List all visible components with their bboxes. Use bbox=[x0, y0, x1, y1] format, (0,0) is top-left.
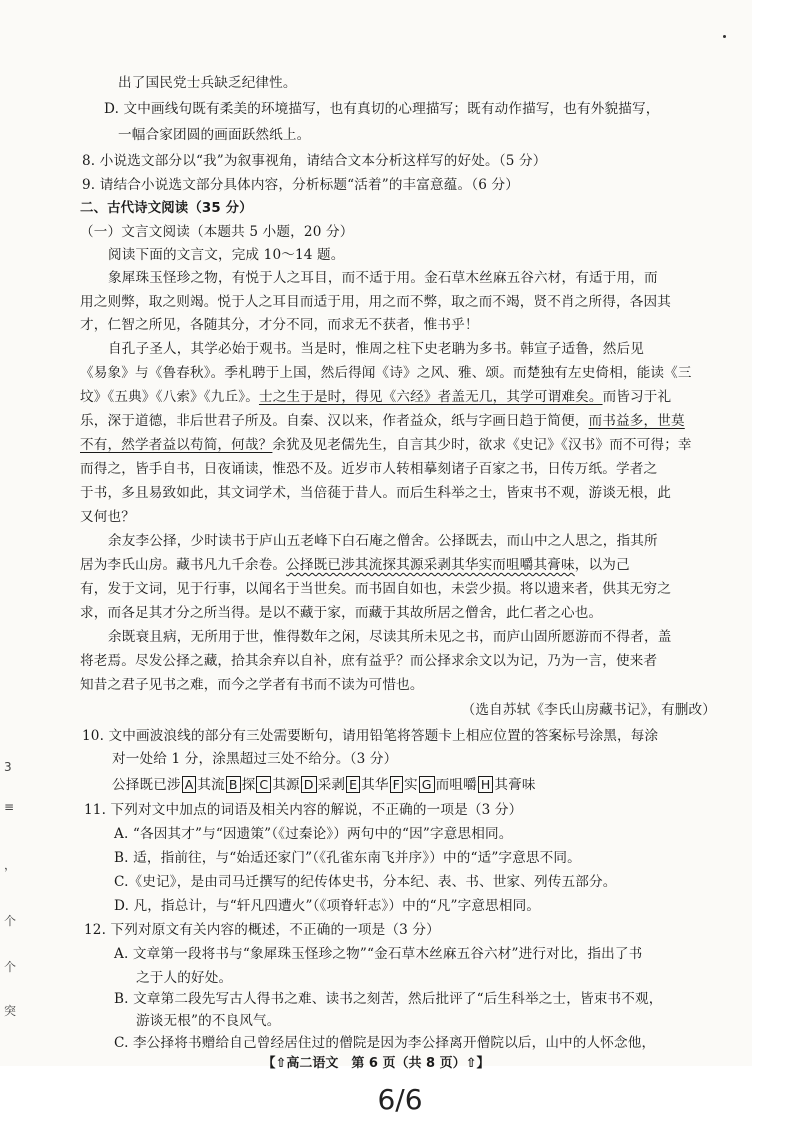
option-text: 而咀嚼 bbox=[435, 777, 477, 793]
question-10: 10. 文中画波浪线的部分有三处需要断句，请用铅笔将答题卡上相应位置的答案标号涂黑，每涂 bbox=[82, 728, 659, 744]
passage-line: 用之则弊，取之则竭。悦于人之耳目而适于用，用之而不弊，取之而不竭，贤不肖之所得，各因其 bbox=[80, 294, 671, 310]
question-12: 12. 下列对原文有关内容的概述，不正确的一项是（3 分） bbox=[84, 922, 440, 938]
question-8: 8. 小说选文部分以“我”为叙事视角，请结合文本分析这样写的好处。（5 分） bbox=[82, 153, 547, 169]
passage-text: 乐，深于道德，非后世君子所及。自秦、汉以来，作者益众，纸与字画日趋于简便， bbox=[80, 413, 589, 429]
margin-mark: 个 bbox=[4, 960, 17, 974]
passage-line: 余既衰且病，无所用于世，惟得数年之闲，尽读其所未见之书，而庐山固所愿游而不得者，盖 bbox=[108, 629, 672, 645]
passage-line: 《易象》与《鲁春秋》。季札聘于上国，然后得闻《诗》之风、雅、颂。而楚独有左史倚相，能读《三 bbox=[80, 365, 692, 381]
option-box-c[interactable]: C bbox=[256, 776, 271, 793]
passage-line: 象犀珠玉怪珍之物，有悦于人之耳目，而不适于用。金石草木丝麻五谷六材，有适于用，而 bbox=[108, 270, 658, 286]
passage-line bbox=[80, 556, 630, 574]
passage-line: 于书，多且易致如此，其文词学术，当倍蓰于昔人。而后生科举之士，皆束书不观，游谈无根，此 bbox=[80, 485, 671, 501]
text-line: 一幅合家团圆的画面跃然纸上。 bbox=[118, 127, 311, 143]
subsection-heading: （一）文言文阅读（本题共 5 小题，20 分） bbox=[80, 224, 354, 240]
passage-text: ，以为己 bbox=[574, 557, 630, 573]
passage-line: 才，仁智之所见，各随其分，才分不同，而求无不获者，惟书乎！ bbox=[80, 317, 479, 333]
page-footer: 【⇧高二语文 第 6 页（共 8 页）⇧】 bbox=[262, 1056, 490, 1071]
option-b: B. 文章第二段先写古人得书之难、读书之刻苦，然后批评了“后生科举之士，皆束书不观， bbox=[114, 991, 663, 1007]
speck bbox=[723, 35, 726, 38]
option-c: C. 李公择将书赠给自己曾经居住过的僧院是因为李公择离开僧院以后，山中的人怀念他， bbox=[114, 1035, 656, 1051]
option-text: 其流 bbox=[197, 777, 225, 793]
option-d: D. 凡，指总计，与“轩凡四遭火”（《项脊轩志》）中的“凡”字意思相同。 bbox=[114, 898, 541, 914]
margin-mark: ≡ bbox=[4, 800, 15, 814]
margin-mark: 3 bbox=[4, 760, 12, 774]
option-a: A. 文章第一段将书与“象犀珠玉怪珍之物”“金石草木丝麻五谷六材”进行对比，指出了书 bbox=[114, 946, 643, 962]
option-box-g[interactable]: G bbox=[419, 776, 435, 793]
passage-text: 坟》《五典》《八索》《九丘》。 bbox=[80, 389, 259, 405]
underlined-sentence: 而书益多，世莫 bbox=[588, 413, 685, 429]
option-box-a[interactable]: A bbox=[182, 776, 197, 793]
option-text: 其华 bbox=[361, 777, 389, 793]
option-text: 公择既已涉 bbox=[112, 777, 181, 793]
question-11: 11. 下列对文中加点的词语及相关内容的解说，不正确的一项是（3 分） bbox=[84, 802, 523, 818]
passage-line bbox=[80, 412, 685, 430]
passage-line: 而得之，皆手自书，日夜诵读，惟恐不及。近岁市人转相摹刻诸子百家之书，日传万纸。学者之 bbox=[80, 461, 658, 477]
margin-mark: 突 bbox=[4, 1004, 17, 1018]
source-citation: （选自苏轼《李氏山房藏书记》，有删改） bbox=[461, 702, 716, 718]
passage-line: 自孔子圣人，其学必始于观书。当是时，惟周之柱下史老聃为多书。韩宣子适鲁，然后见 bbox=[108, 341, 645, 357]
passage-line: 有，发于文词，见于行事，以闻名于当世矣。而书固自如也，未尝少损。将以遗来者，供其无穷之 bbox=[80, 581, 671, 597]
option-a: A. “各因其才”与“因遗策”（《过秦论》）两句中的“因”字意思相同。 bbox=[114, 826, 513, 842]
underlined-sentence: 不有，然学者益以苟简，何哉？ bbox=[80, 437, 273, 453]
margin-mark: ， bbox=[4, 858, 17, 872]
passage-line bbox=[80, 436, 692, 454]
option-text: 采剥 bbox=[317, 777, 346, 793]
question-10-options bbox=[112, 776, 536, 794]
wavy-underlined-sentence: 公择既已涉其流探其源采剥其华实而咀嚼其膏味 bbox=[286, 557, 575, 573]
passage-line: 又何也？ bbox=[80, 509, 135, 525]
option-box-b[interactable]: B bbox=[226, 776, 241, 793]
passage-text: 余犹及见老儒先生，自言其少时，欲求《史记》《汉书》而不可得；幸 bbox=[272, 437, 692, 453]
option-b: B. 适，指前往，与“始适还家门”（《孔雀东南飞并序》）中的“适”字意思不同。 bbox=[114, 850, 581, 866]
passage-line bbox=[80, 388, 671, 406]
option-text: 其膏味 bbox=[494, 777, 536, 793]
option-text: 探 bbox=[241, 777, 256, 793]
margin-mark: 个 bbox=[4, 914, 17, 928]
passage-line: 余友李公择，少时读书于庐山五老峰下白石庵之僧舍。公择既去，而山中之人思之，指其所 bbox=[108, 533, 658, 549]
option-c: C.《史记》，是由司马迁撰写的纪传体史书，分本纪、表、书、世家、列传五部分。 bbox=[114, 874, 617, 890]
text-line: 出了国民党士兵缺乏纪律性。 bbox=[118, 75, 297, 91]
passage-line: 求，而各足其才分之所当得。是以不藏于家，而藏于其故所居之僧舍，此仁者之心也。 bbox=[80, 605, 603, 621]
option-box-h[interactable]: H bbox=[478, 776, 494, 793]
page-number[interactable]: 6/6 bbox=[377, 1083, 423, 1116]
option-box-f[interactable]: F bbox=[390, 776, 403, 793]
instruction: 阅读下面的文言文，完成 10～14 题。 bbox=[108, 247, 345, 263]
option-a-cont: 之于人的好处。 bbox=[136, 970, 233, 986]
passage-line: 将老焉。尽发公择之藏，拾其余弃以自补，庶有益乎？而公择求余文以为记，乃为一言，使来者 bbox=[80, 653, 658, 669]
option-box-e[interactable]: E bbox=[346, 776, 360, 793]
underlined-sentence: 士之生于是时，得见《六经》者盖无几，其学可谓难矣。 bbox=[258, 389, 603, 405]
question-9: 9. 请结合小说选文部分具体内容，分析标题“活着”的丰富意蕴。（6 分） bbox=[82, 177, 519, 193]
passage-line: 知昔之君子见书之难，而今之学者有书而不读为可惜也。 bbox=[80, 677, 424, 693]
question-10-cont: 对一处给 1 分，涂黑超过三处不给分。（3 分） bbox=[112, 751, 398, 767]
option-text: 实 bbox=[403, 777, 418, 793]
section-heading: 二、古代诗文阅读（35 分） bbox=[80, 201, 253, 216]
passage-text: 居为李氏山房。藏书凡九千余卷。 bbox=[80, 557, 287, 573]
option-b-cont: 游谈无根”的不良风气。 bbox=[136, 1013, 281, 1029]
text-line: D. 文中画线句既有柔美的环境描写，也有真切的心理描写；既有动作描写，也有外貌描写， bbox=[104, 101, 660, 117]
option-text: 其源 bbox=[272, 777, 300, 793]
passage-text: 而皆习于礼 bbox=[602, 389, 672, 405]
option-box-d[interactable]: D bbox=[301, 776, 317, 793]
